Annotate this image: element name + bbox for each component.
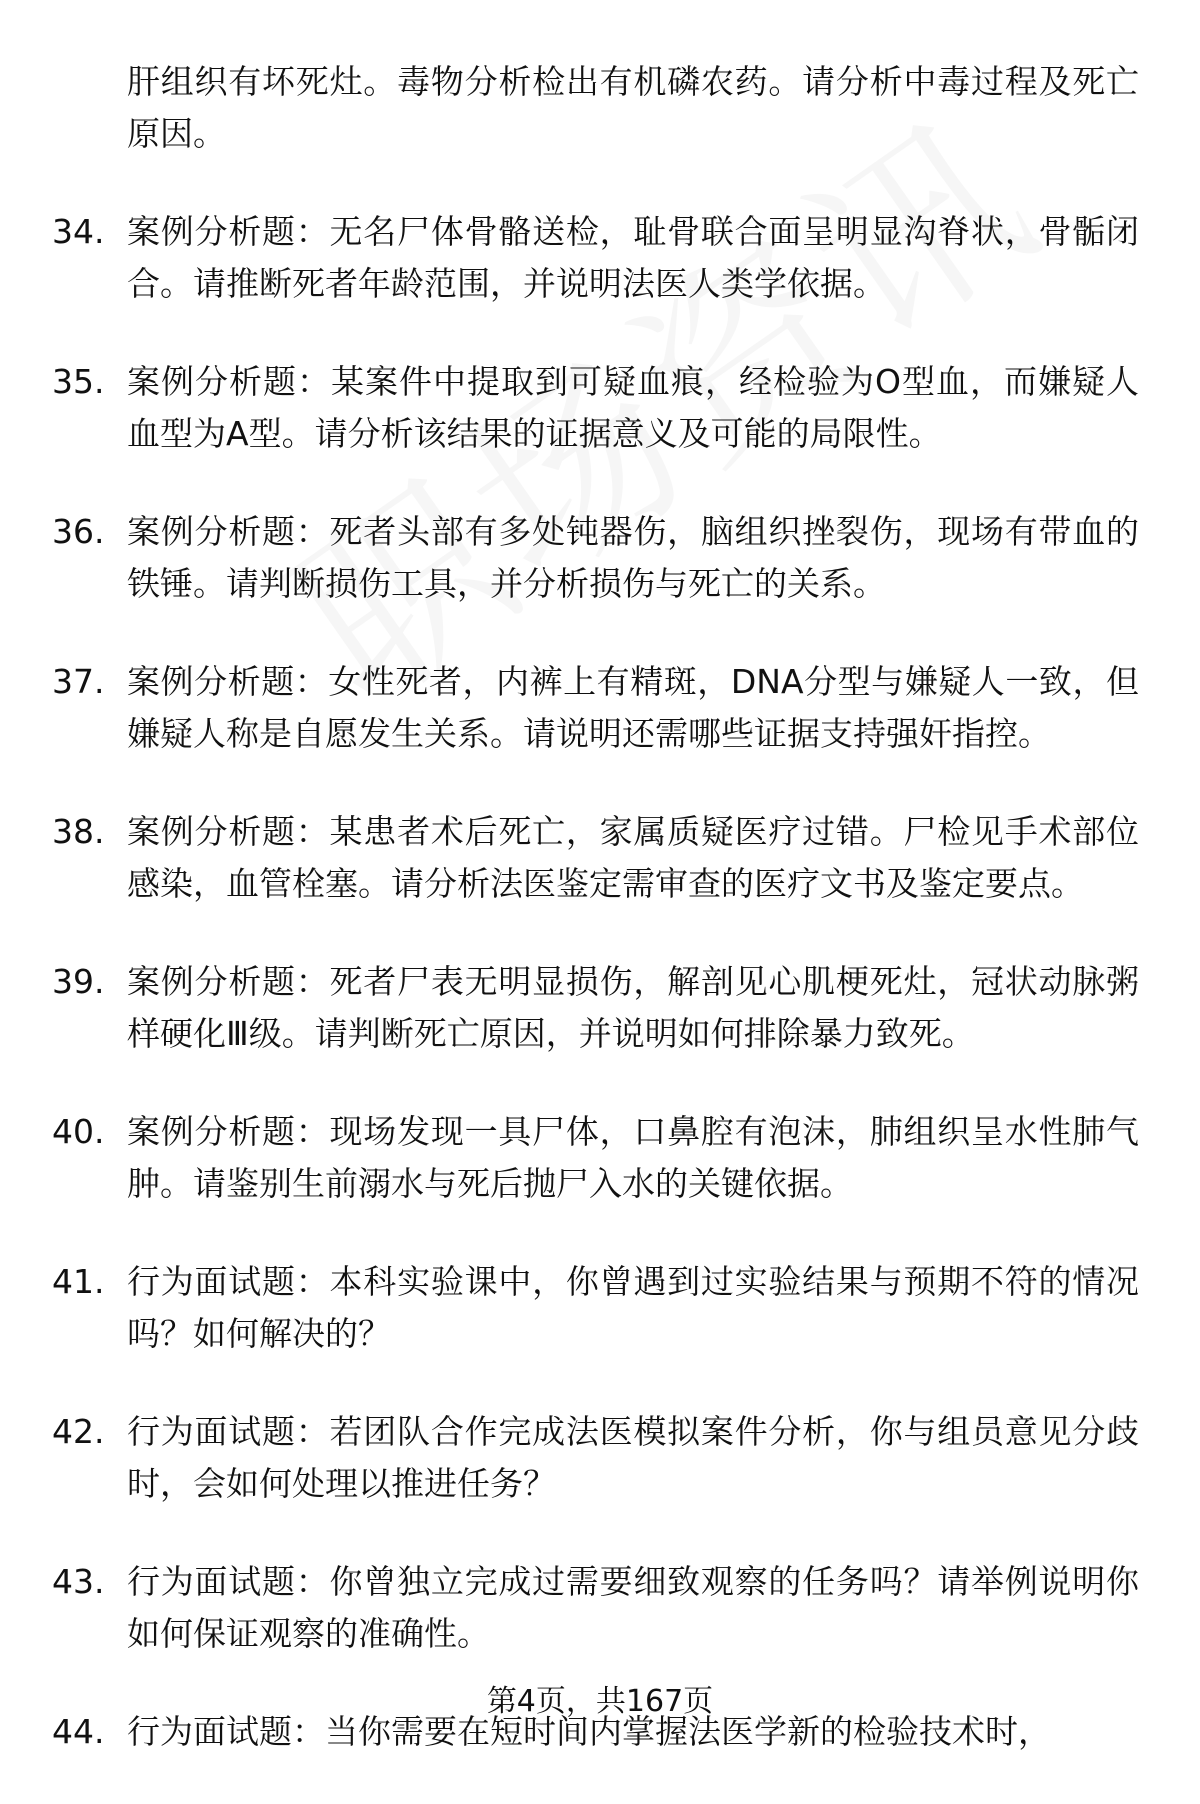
question-text: 案例分析题：某案件中提取到可疑血痕，经检验为O型血，而嫌疑人血型为A型。请分析该结果的证据意义及可能的局限性。	[127, 362, 1139, 453]
question-text: 案例分析题：死者头部有多处钝器伤，脑组织挫裂伤，现场有带血的铁锤。请判断损伤工具，并分析损伤与死亡的关系。	[127, 512, 1139, 603]
question-item	[0, 1556, 1200, 1660]
question-text: 案例分析题：某患者术后死亡，家属质疑医疗过错。尸检见手术部位感染，血管栓塞。请分析法医鉴定需审查的医疗文书及鉴定要点。	[127, 812, 1139, 903]
question-number: 36.	[52, 512, 105, 551]
page-footer: 第4页，共167页	[486, 1684, 714, 1719]
question-number: 41.	[52, 1262, 105, 1301]
question-list	[0, 56, 1200, 1804]
question-item	[0, 506, 1200, 610]
question-number: 40.	[52, 1112, 105, 1151]
question-item	[0, 1106, 1200, 1210]
question-number: 38.	[52, 812, 105, 851]
question-item	[0, 1256, 1200, 1360]
question-number: 42.	[52, 1412, 105, 1451]
question-item	[0, 206, 1200, 310]
question-text: 行为面试题：若团队合作完成法医模拟案件分析，你与组员意见分歧时，会如何处理以推进任务？	[127, 1412, 1139, 1503]
question-text: 案例分析题：无名尸体骨骼送检，耻骨联合面呈明显沟脊状，骨骺闭合。请推断死者年龄范围，并说明法医人类学依据。	[127, 212, 1139, 303]
question-item	[0, 1406, 1200, 1510]
question-item	[0, 806, 1200, 910]
question-number: 34.	[52, 212, 105, 251]
question-text: 案例分析题：现场发现一具尸体，口鼻腔有泡沫，肺组织呈水性肺气肿。请鉴别生前溺水与死后抛尸入水的关键依据。	[127, 1112, 1139, 1203]
continuation-text: 肝组织有坏死灶。毒物分析检出有机磷农药。请分析中毒过程及死亡原因。	[127, 62, 1139, 153]
question-item	[0, 356, 1200, 460]
question-text: 案例分析题：女性死者，内裤上有精斑，DNA分型与嫌疑人一致，但嫌疑人称是自愿发生关系。请说明还需哪些证据支持强奸指控。	[127, 662, 1139, 753]
question-number: 37.	[52, 662, 105, 701]
question-text: 行为面试题：你曾独立完成过需要细致观察的任务吗？请举例说明你如何保证观察的准确性。	[127, 1562, 1139, 1653]
question-number: 35.	[52, 362, 105, 401]
question-number: 39.	[52, 962, 105, 1001]
question-item	[0, 956, 1200, 1060]
question-text: 行为面试题：本科实验课中，你曾遇到过实验结果与预期不符的情况吗？如何解决的？	[127, 1262, 1139, 1353]
question-text: 案例分析题：死者尸表无明显损伤，解剖见心肌梗死灶，冠状动脉粥样硬化Ⅲ级。请判断死亡原因，并说明如何排除暴力致死。	[127, 962, 1139, 1053]
continuation-paragraph	[0, 56, 1200, 160]
question-number: 43.	[52, 1562, 105, 1601]
question-text: 行为面试题：当你需要在短时间内掌握法医学新的检验技术时，	[127, 1712, 1051, 1751]
question-item	[0, 656, 1200, 760]
question-number: 44.	[52, 1712, 105, 1751]
